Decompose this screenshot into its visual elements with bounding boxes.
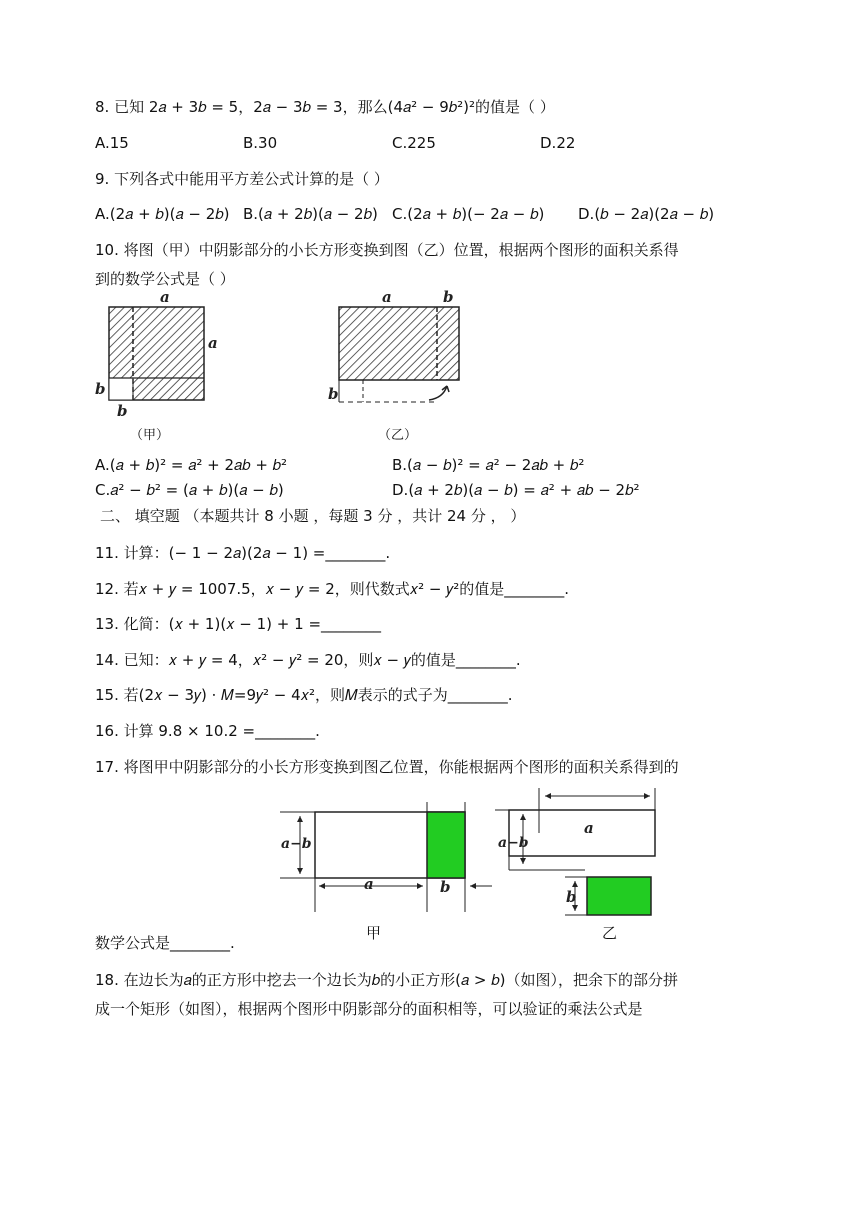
q18-text-line1: 18. 在边长为𝑎的正方形中挖去一个边长为𝑏的小正方形(𝑎 > 𝑏)（如图），把余下的部分拼 [95,971,678,989]
q10-figure-jia [90,290,240,420]
section-2-header: 二、 填空题 （本题共计 8 小题 ，每题 3 分 ，共计 24 分 ， ） [100,507,526,525]
q10-option-b: B.(𝑎 − 𝑏)² = 𝑎² − 2𝑎𝑏 + 𝑏² [392,456,585,474]
q17-jia-label-amb: a−b [281,836,312,852]
q10-caption-yi: （乙） [378,428,418,443]
q17-jia-label-b: b [440,878,451,896]
q10-jia-label-a-right: a [208,334,218,352]
q8-option-d: D.22 [540,134,576,152]
q10-jia-label-b-left: b [95,380,106,398]
q10-jia-label-b-bottom: b [117,402,128,420]
q17-figure-jia [280,790,500,920]
q9-option-a: A.(2𝑎 + 𝑏)(𝑎 − 2𝑏) [95,205,230,223]
q13-text: 13. 化简：(𝑥 + 1)(𝑥 − 1) + 1 =________ [95,615,382,633]
q10-text-line2: 到的数学公式是（ ） [95,270,235,288]
q18-text-line2: 成一个矩形（如图），根据两个图形中阴影部分的面积相等，可以验证的乘法公式是 [95,1000,643,1018]
q10-option-c: C.𝑎² − 𝑏² = (𝑎 + 𝑏)(𝑎 − 𝑏) [95,481,284,499]
q17-jia-label-a: a [364,875,374,893]
q8-text: 8. 已知 2𝑎 + 3𝑏 = 5，2𝑎 − 3𝑏 = 3，那么(4𝑎² − 9𝑏²)²的值是（ ） [95,98,555,116]
q9-text: 9. 下列各式中能用平方差公式计算的是（ ） [95,170,389,188]
q17-caption-jia: 甲 [366,924,382,942]
q9-option-c: C.(2𝑎 + 𝑏)(− 2𝑎 − 𝑏) [392,205,545,223]
q10-caption-jia: （甲） [130,428,170,443]
q10-option-a: A.(𝑎 + 𝑏)² = 𝑎² + 2𝑎𝑏 + 𝑏² [95,456,288,474]
q17-yi-label-b: b [566,888,577,906]
q10-option-d: D.(𝑎 + 2𝑏)(𝑎 − 𝑏) = 𝑎² + 𝑎𝑏 − 2𝑏² [392,481,640,499]
q17-yi-label-amb: a−b [498,835,529,851]
q10-figure-yi [325,290,475,420]
q12-text: 12. 若𝑥 + 𝑦 = 1007.5，𝑥 − 𝑦 = 2，则代数式𝑥² − 𝑦²的值是________. [95,580,570,598]
q10-yi-label-b-top: b [443,288,454,306]
q17-caption-yi: 乙 [602,924,618,942]
q14-text: 14. 已知：𝑥 + 𝑦 = 4，𝑥² − 𝑦² = 20，则𝑥 − 𝑦的值是________. [95,651,521,669]
q10-yi-label-b-left: b [328,385,339,403]
q10-yi-label-a: a [382,288,392,306]
q9-option-d: D.(𝑏 − 2𝑎)(2𝑎 − 𝑏) [578,205,715,223]
q16-text: 16. 计算 9.8 × 10.2 =________. [95,722,320,740]
q17-figure-yi [495,778,670,938]
q17-text-line2: 数学公式是________. [95,934,235,952]
q8-option-c: C.225 [392,134,436,152]
q17-text-line1: 17. 将图甲中阴影部分的小长方形变换到图乙位置，你能根据两个图形的面积关系得到的 [95,758,679,776]
q17-yi-label-a: a [584,819,594,837]
q8-option-b: B.30 [243,134,278,152]
q9-option-b: B.(𝑎 + 2𝑏)(𝑎 − 2𝑏) [243,205,378,223]
q10-jia-label-a-top: a [160,288,170,306]
q11-text: 11. 计算：(− 1 − 2𝑎)(2𝑎 − 1) =________. [95,544,391,562]
q15-text: 15. 若(2𝑥 − 3𝑦) ⋅ 𝑀=9𝑦² − 4𝑥²，则𝑀表示的式子为________. [95,686,513,704]
q10-text-line1: 10. 将图（甲）中阴影部分的小长方形变换到图（乙）位置，根据两个图形的面积关系得 [95,241,679,259]
q8-option-a: A.15 [95,134,129,152]
